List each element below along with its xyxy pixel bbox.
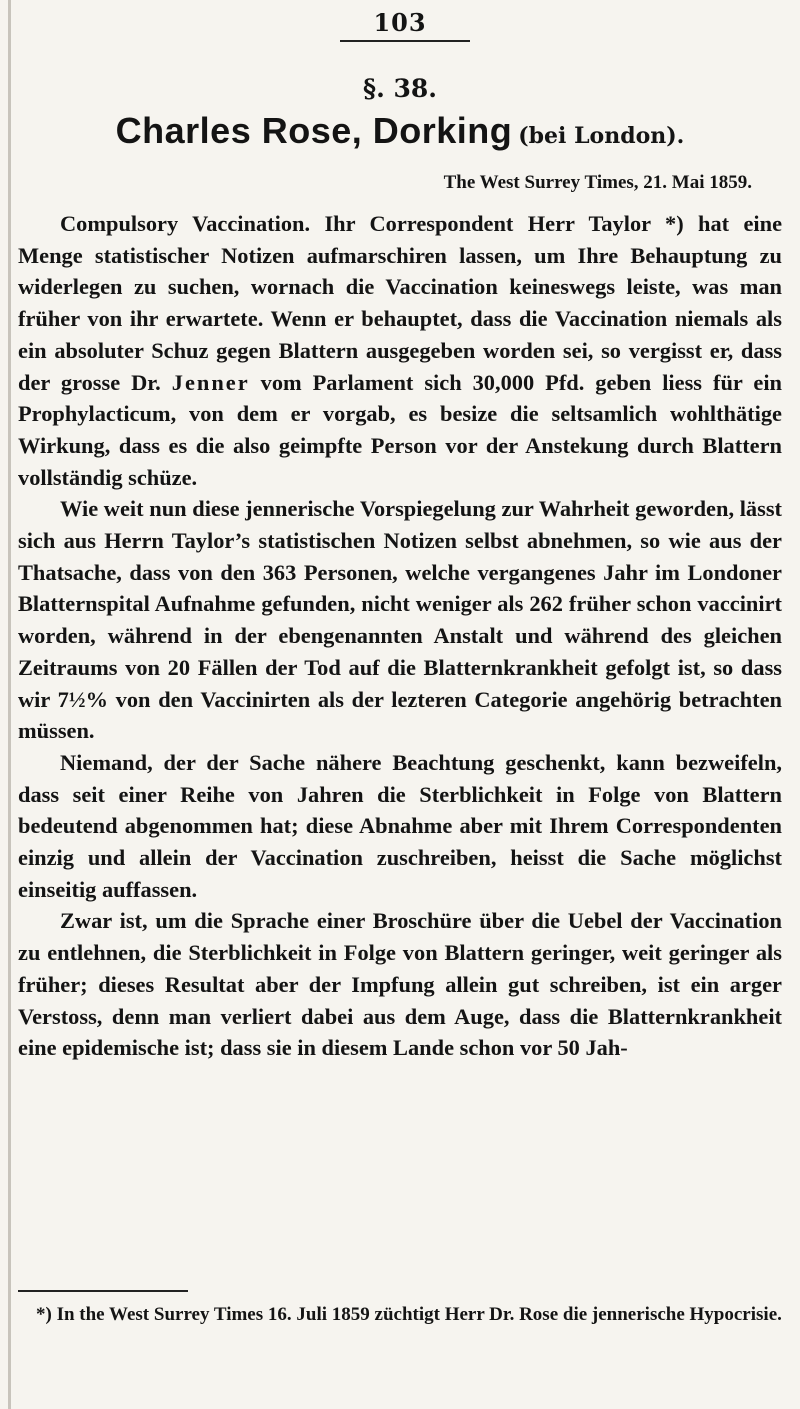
paragraph-1-text-after: vom Parlament sich 30,000 Pfd. geben liess für ein Prophylacticum, von dem er vorgab, es besize die seltsamlich wohlthätige Wirkung, dass es die also geimpfte Person vor der Anstekung durch Blattern vollständig schüze. bbox=[18, 369, 782, 490]
paragraph-3: Niemand, der der Sache nähere Beachtung geschenkt, kann bezweifeln, dass seit einer Reihe von Jahren die Sterblichkeit in Folge von Blattern bedeutend abgenommen hat; diese Abnahme aber mit Ihrem Correspondenten einzig und allein der Vaccination zuschreiben, heisst die Sache möglichst einseitig auffassen. bbox=[18, 749, 782, 902]
page-number: 103 bbox=[373, 8, 427, 37]
section-number: §. 38. bbox=[363, 74, 437, 103]
page-edge-shadow bbox=[8, 0, 11, 1409]
source-citation: The West Surrey Times, 21. Mai 1859. bbox=[443, 172, 752, 193]
paragraph-2: Wie weit nun diese jennerische Vorspiegelung zur Wahrheit geworden, lässt sich aus Herrn Taylor’s statistischen Notizen selbst abnehmen, so wie aus der Thatsache, dass von den 363 Personen, welche vergangenes Jahr im Londoner Blatternspital Aufnahme gefunden, nicht weniger als 262 früher schon vaccinirt worden, während in der ebengenannten Anstalt und während des gleichen Zeitraums von 20 Fällen der Tod auf die Blatternkrankheit gefolgt ist, so dass wir 7½% von den Vaccinirten als der lezteren Categorie angehörig betrachten müssen. bbox=[18, 496, 782, 744]
paragraph-1-text: Ihr Correspondent Herr Taylor *) hat eine Menge statistischer Notizen aufmarschiren lassen, um Ihre Behauptung zu widerlegen zu suchen, wornach die Vaccination keineswegs leiste, was man früher von ihr erwartete. Wenn er behauptet, dass die Vaccination niemals als ein absoluter Schuz gegen Blattern ausgegeben worden sei, so vergisst er, dass der grosse Dr. bbox=[18, 211, 783, 395]
article-title bbox=[0, 110, 800, 152]
title-location: (bei London). bbox=[518, 123, 685, 149]
page-number-rule bbox=[340, 40, 470, 42]
body-text bbox=[18, 208, 782, 1064]
paragraph-1-spaced-name: Jenner bbox=[171, 369, 250, 395]
footnote: *) In the West Surrey Times 16. Juli 1859 züchtigt Herr Dr. Rose die jennerische Hypocrisie. bbox=[36, 1304, 782, 1325]
paragraph-4: Zwar ist, um die Sprache einer Broschüre über die Uebel der Vaccination zu entlehnen, die Sterblichkeit in Folge von Blattern geringer, weit geringer als früher; dieses Resultat aber der Impfung allein gut schreiben, ist ein arger Verstoss, denn man verliert dabei aus dem Auge, dass die Blatternkrankheit eine epidemische ist; dass sie in diesem Lande schon vor 50 Jah- bbox=[18, 908, 782, 1061]
footnote-rule bbox=[18, 1290, 188, 1292]
title-main: Charles Rose, Dorking bbox=[115, 110, 513, 151]
paragraph-1-lead: Compulsory Vaccination. bbox=[60, 211, 311, 236]
paragraph-1 bbox=[18, 208, 782, 493]
